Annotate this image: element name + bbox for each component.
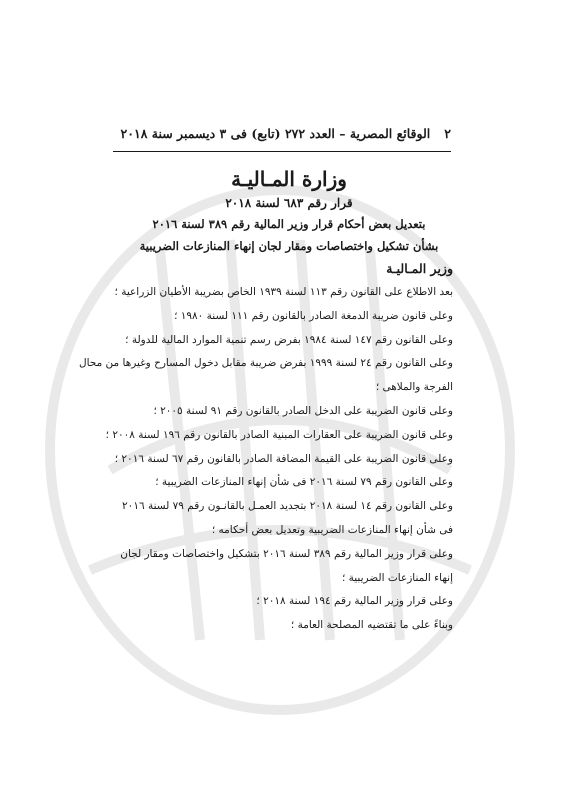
running-title: الوقائع المصرية – العدد ٢٧٢ (تابع) فى ٣ ديسمبر سنة ٢٠١٨ (120, 126, 431, 141)
ministry-title: وزارة المـاليـة (231, 167, 347, 191)
preamble-paragraph: وعلى القانون رقم ١٤٧ لسنة ١٩٨٤ بفرض رسم تنمية الموارد المالية للدولة ؛ (125, 333, 453, 346)
header-divider (113, 151, 451, 152)
preamble-paragraph: بعد الاطلاع على القانون رقم ١١٣ لسنة ١٩٣٩ الخاص بضريبة الأطيان الزراعية ؛ (114, 286, 453, 298)
page-number: ٢ (444, 126, 451, 141)
preamble-paragraph: وعلى قرار وزير المالية رقم ٣٨٩ لسنة ٢٠١٦ بتشكيل واختصاصات ومقار لجان (120, 547, 453, 560)
preamble-paragraph: الفرجة والملاهى ؛ (375, 381, 453, 394)
preamble-paragraph: وعلى قرار وزير المالية رقم ١٩٤ لسنة ٢٠١٨ ؛ (256, 595, 453, 608)
page-header (113, 126, 451, 152)
preamble-paragraph: وعلى قانون الضريبة على العقارات المبنية الصادر بالقانون رقم ١٩٦ لسنة ٢٠٠٨ ؛ (105, 428, 453, 441)
decree-body (78, 165, 453, 638)
preamble-paragraph: وعلى القانون رقم ١٤ لسنة ٢٠١٨ بتجديد العمـل بالقانـون رقم ٧٩ لسنة ٢٠١٦ (122, 500, 453, 513)
preamble-paragraph: وعلى القانون رقم ٧٩ لسنة ٢٠١٦ فى شأن إنهاء المنازعات الضريبية ؛ (155, 476, 453, 489)
preamble-paragraph: وعلى القانون رقم ٢٤ لسنة ١٩٩٩ بفرض ضريبة مقابل دخول المسارح وغيرها من محال (78, 357, 453, 370)
preamble-paragraph: وعلى قانون الضريبة على الدخل الصادر بالقانون رقم ٩١ لسنة ٢٠٠٥ ؛ (153, 404, 453, 417)
decree-number: قرار رقم ٦٨٣ لسنة ٢٠١٨ (225, 196, 353, 210)
preamble-paragraph: وبناءً على ما تقتضيه المصلحة العامة ؛ (290, 619, 453, 632)
decree-subject-line: بشأن تشكيل واختصاصات ومقار لجان إنهاء المنازعات الضريبية (139, 239, 439, 253)
decree-subject-line: بتعديل بعض أحكام قرار وزير المالية رقم ٣٨٩ لسنة ٢٠١٦ (152, 217, 426, 231)
preamble-paragraph: فى شأن إنهاء المنازعات الضريبية وتعديل بعض أحكامه ؛ (211, 523, 453, 536)
preamble-paragraph: وعلى قانون الضريبة على القيمة المضافة الصادر بالقانون رقم ٦٧ لسنة ٢٠١٦ ؛ (114, 452, 453, 465)
preamble-paragraph: وعلى قانون ضريبة الدمغة الصادر بالقانون رقم ١١١ لسنة ١٩٨٠ ؛ (174, 309, 453, 322)
minister-heading: وزير المـاليـة (386, 261, 453, 276)
preamble-paragraph: إنهاء المنازعات الضريبية ؛ (341, 571, 453, 584)
